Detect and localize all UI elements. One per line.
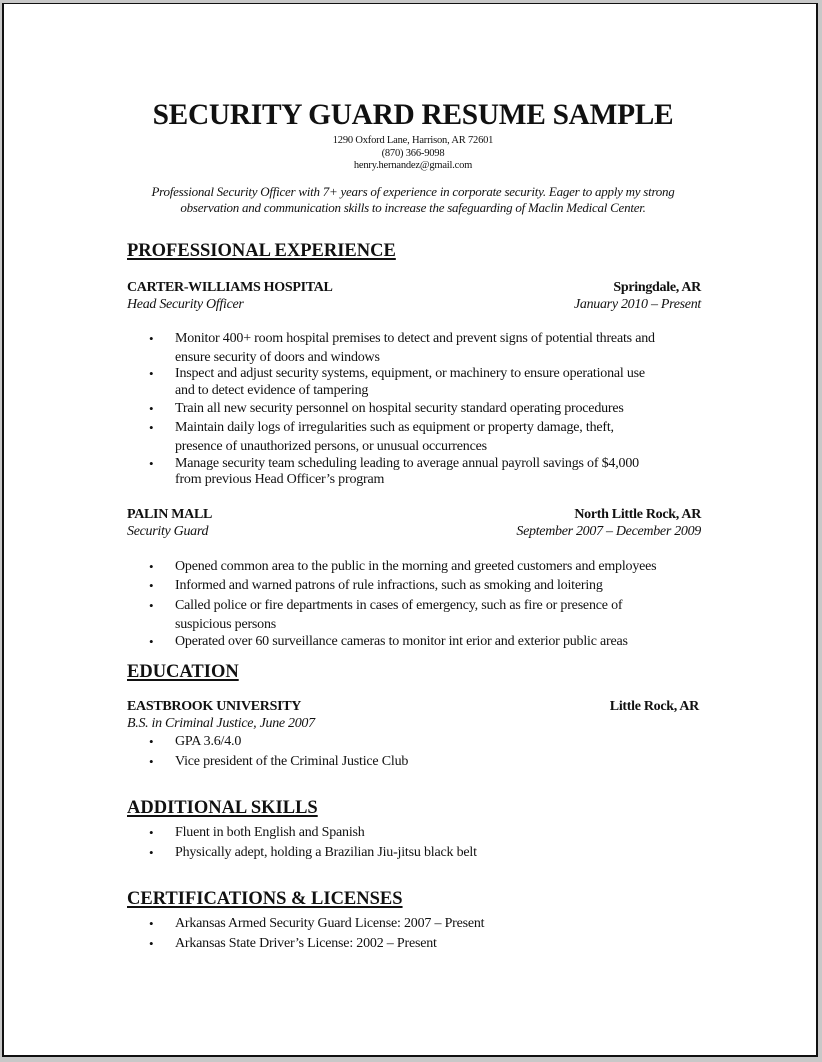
bullet-text: Opened common area to the public in the morning and greeted customers and employees	[175, 559, 657, 574]
list-item	[125, 400, 701, 418]
bullet-text: Inspect and adjust security systems, equipment, or machinery to ensure operational use	[175, 366, 645, 381]
contact-address: 1290 Oxford Lane, Harrison, AR 72601	[332, 135, 494, 146]
bullet-icon: •	[149, 598, 154, 613]
list-item	[125, 843, 701, 863]
list-item	[125, 732, 701, 752]
job-organization: PALIN MALL	[127, 507, 213, 522]
list-item	[125, 934, 701, 954]
job-dates: September 2007 – December 2009	[516, 524, 701, 539]
list-item	[125, 752, 701, 772]
resume-title: SECURITY GUARD RESUME SAMPLE	[152, 98, 674, 131]
bullet-text: Train all new security personnel on hospital security standard operating procedures	[175, 401, 624, 416]
bullet-text: from previous Head Officer’s program	[175, 472, 385, 487]
list-item	[125, 823, 701, 843]
job-organization: CARTER-WILLIAMS HOSPITAL	[127, 280, 333, 295]
section-heading-education: EDUCATION	[127, 662, 239, 682]
job-bullets	[125, 329, 701, 490]
list-item	[125, 632, 701, 651]
bullet-text: Arkansas Armed Security Guard License: 2007 – Present	[175, 916, 485, 931]
section-heading-experience: PROFESSIONAL EXPERIENCE	[127, 241, 396, 261]
job-dates: January 2010 – Present	[573, 297, 701, 312]
job-bullets	[125, 557, 701, 651]
contact-block	[125, 135, 701, 173]
bullet-icon: •	[149, 825, 154, 840]
school-location: Little Rock, AR	[609, 699, 699, 714]
section-heading-certifications: CERTIFICATIONS & LICENSES	[127, 889, 403, 909]
summary-line: Professional Security Officer with 7+ years of experience in corporate security. Eager to apply my strong	[151, 184, 675, 199]
summary-line: observation and communication skills to increase the safeguarding of Maclin Medical Center.	[180, 200, 646, 215]
bullet-icon: •	[149, 578, 154, 593]
list-item	[125, 418, 701, 456]
bullet-icon: •	[149, 401, 154, 416]
bullet-text: Vice president of the Criminal Justice Club	[175, 754, 409, 769]
bullet-text: Physically adept, holding a Brazilian Jiu-jitsu black belt	[175, 845, 477, 860]
bullet-icon: •	[149, 845, 154, 860]
list-item	[125, 914, 701, 934]
bullet-icon: •	[149, 366, 154, 381]
degree: B.S. in Criminal Justice, June 2007	[127, 716, 315, 731]
bullet-text: Called police or fire departments in cases of emergency, such as fire or presence of	[175, 598, 623, 613]
certifications-bullets	[125, 914, 701, 954]
list-item	[125, 557, 701, 576]
skills-bullets	[125, 823, 701, 863]
job-title: Head Security Officer	[127, 297, 244, 312]
bullet-text: ensure security of doors and windows	[175, 350, 380, 365]
education-bullets	[125, 732, 701, 772]
list-item	[125, 576, 701, 596]
bullet-text: GPA 3.6/4.0	[175, 734, 242, 749]
bullet-icon: •	[149, 754, 154, 769]
bullet-text: Maintain daily logs of irregularities such as equipment or property damage, theft,	[175, 420, 614, 435]
bullet-icon: •	[149, 634, 154, 649]
contact-phone: (870) 366-9098	[381, 147, 445, 159]
bullet-text: Informed and warned patrons of rule infractions, such as smoking and loitering	[175, 578, 603, 593]
job-title: Security Guard	[127, 524, 209, 539]
bullet-text: Arkansas State Driver’s License: 2002 – Present	[175, 936, 437, 951]
bullet-icon: •	[149, 420, 154, 435]
bullet-icon: •	[149, 916, 154, 931]
bullet-text: Operated over 60 surveillance cameras to monitor int erior and exterior public areas	[175, 634, 628, 649]
bullet-icon: •	[149, 936, 154, 951]
bullet-text: and to detect evidence of tampering	[175, 383, 369, 398]
bullet-icon: •	[149, 734, 154, 749]
bullet-text: presence of unauthorized persons, or unusual occurrences	[175, 439, 487, 454]
bullet-text: Manage security team scheduling leading to average annual payroll savings of $4,000	[175, 456, 639, 471]
bullet-text: Monitor 400+ room hospital premises to detect and prevent signs of potential threats and	[175, 331, 655, 346]
bullet-text: Fluent in both English and Spanish	[175, 825, 365, 840]
bullet-text: suspicious persons	[175, 617, 277, 632]
list-item	[125, 596, 701, 632]
professional-summary	[105, 184, 721, 216]
job-location: Springdale, AR	[613, 280, 701, 295]
contact-email: henry.hernandez@gmail.com	[353, 160, 473, 171]
job-location: North Little Rock, AR	[574, 507, 701, 522]
bullet-icon: •	[149, 559, 154, 574]
bullet-icon: •	[149, 331, 154, 346]
list-item	[125, 456, 701, 490]
list-item	[125, 365, 701, 400]
resume-page	[2, 3, 818, 1057]
school-name: EASTBROOK UNIVERSITY	[127, 699, 302, 714]
list-item	[125, 329, 701, 365]
section-heading-skills: ADDITIONAL SKILLS	[127, 798, 318, 818]
bullet-icon: •	[149, 456, 154, 471]
